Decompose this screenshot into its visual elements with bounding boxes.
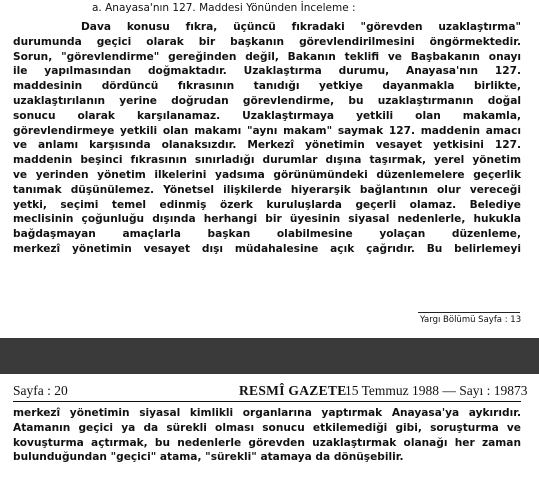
lower-body-text	[13, 406, 521, 465]
text-line: Atamanın geçici ya da sürekli olması sonucu etkilemediği gibi, soruşturma ve	[13, 421, 521, 434]
text-line: tanımak düşünülemez. Yönetsel ilişkilerde hiyerarşik bağlantının olur vereceği	[13, 183, 521, 196]
gazette-page-number: Sayfa : 20	[13, 383, 68, 398]
page-separator-band	[0, 338, 539, 374]
text-line: ve anlamı karşısında olanaksızdır. Merkezî yönetimin vesayet yetkisini 127.	[13, 139, 521, 152]
gazette-date-issue: 15 Temmuz 1988 — Sayı : 19873	[345, 383, 528, 398]
text-line: meclisinin çoğunluğu dışında herhangi bir üyesinin siyasal nedenlerle, hukukla	[13, 213, 521, 226]
text-line: merkezî yönetimin vesayet dışı müdahalesine açık çağrıdır. Bu belirlemeyi	[13, 242, 521, 255]
section-heading: a. Anayasa'nın 127. Maddesi Yönünden İnceleme :	[92, 2, 356, 14]
text-line: yetki, seçimi temel edinmiş özerk kuruluşlarda geçerli olamaz. Belediye	[13, 198, 521, 211]
text-line: maddesinin dördüncü fıkrasının tanıdığı yetkiye dayanmakla birlikte,	[13, 80, 521, 93]
footer-page-note: Yargı Bölümü Sayfa : 13	[420, 315, 522, 325]
text-line: bulunduğundan "geçici" atama, "sürekli" atamaya da dönüşebilir.	[13, 451, 404, 464]
upper-body-text	[13, 20, 521, 257]
text-line: ve yerinden yönetim ilkelerini yadsıma görünümündeki düzenlemelere geçerlik	[13, 168, 521, 181]
text-line: kovuşturma açtırmak, bu nedenlerle görevden uzaklaştırmak olanağı her zaman	[13, 436, 521, 449]
text-line: maddenin beşinci fıkrasının sınırladığı durumlar dışına taşırmak, yerel yönetim	[13, 154, 521, 167]
text-line: görevlendirmeye yetkili olan makamı "aynı makam" saymak 127. maddenin amacı	[13, 124, 521, 137]
gazette-title: RESMÎ GAZETE	[239, 383, 347, 398]
text-line: durumunda geçici olarak bir başkanın görevlendirilmesini öngörmektedir.	[13, 35, 521, 48]
header-divider	[13, 401, 521, 402]
text-line: bağdaşmayan amaçlarla başkan olabilmesine yolaçan düzenleme,	[13, 228, 521, 241]
gazette-header	[13, 380, 528, 402]
footer-divider	[418, 312, 520, 313]
text-line: merkezî yönetimin siyasal kimlikli organlarına yaptırmak Anayasa'ya aykırıdır.	[13, 407, 521, 419]
text-line: Dava konusu fıkra, üçüncü fıkradaki "görevden uzaklaştırma"	[81, 21, 521, 33]
text-line: Sorun, "görevlendirme" gereğinden değil, Bakanın teklifi ve Başbakanın onayı	[13, 50, 521, 63]
text-line: sonucu olarak karşılanamaz. Uzaklaştırmaya yetkili olan makamla,	[13, 109, 521, 122]
text-line: uzaklaştırılanın yerine doğrudan görevlendirme, bu uzaklaştırmanın doğal	[13, 94, 521, 107]
text-line: ile yapılmasından doğmaktadır. Uzaklaştırma durumu, Anayasa'nın 127.	[13, 65, 521, 78]
